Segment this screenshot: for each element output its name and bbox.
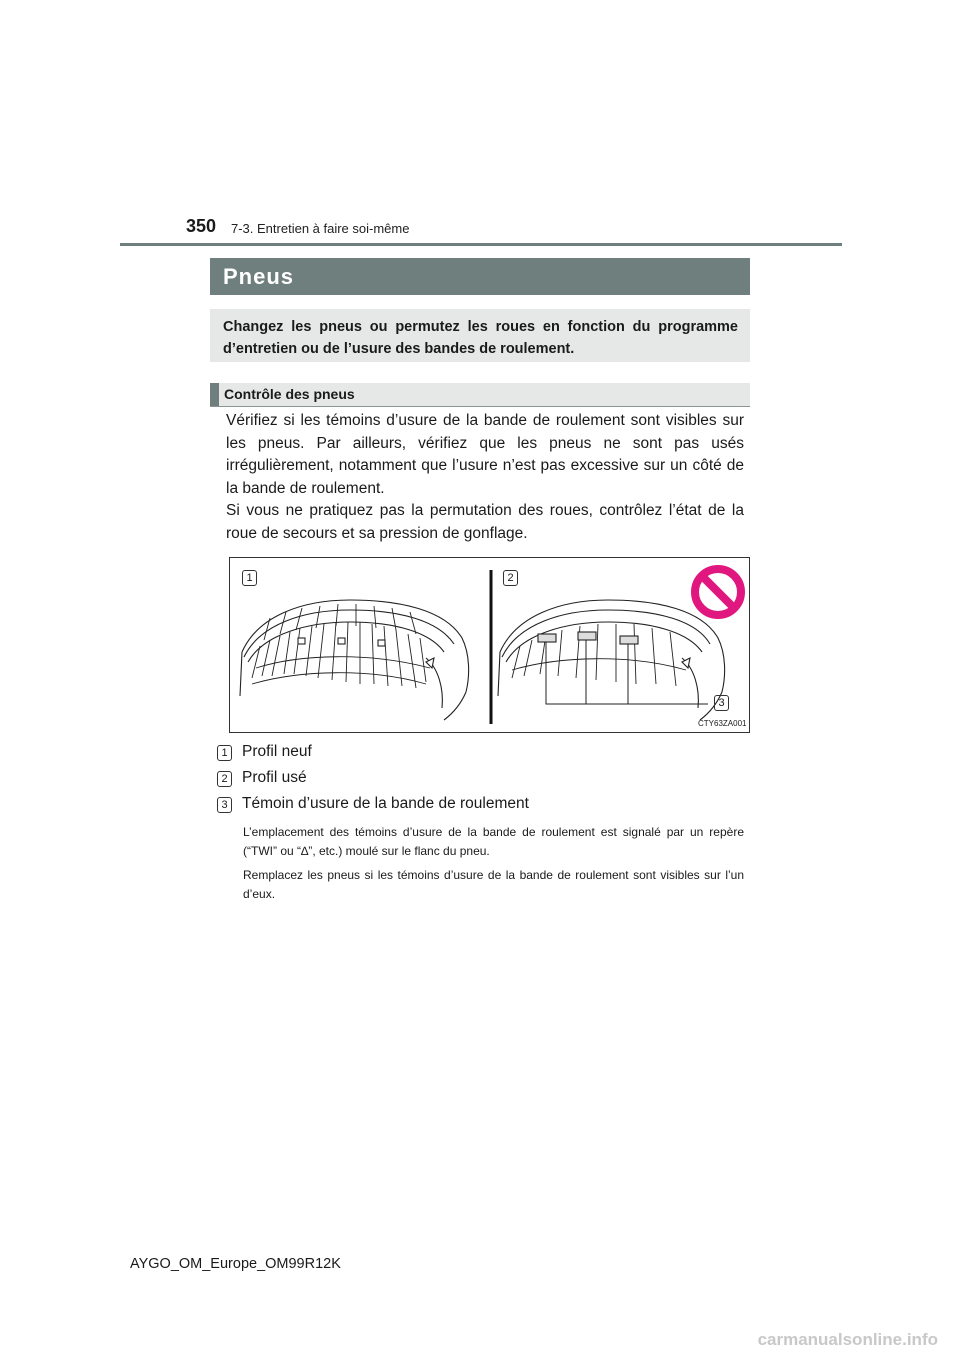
intro-box — [210, 309, 750, 362]
section-breadcrumb: 7-3. Entretien à faire soi-même — [231, 221, 410, 236]
paragraph: Vérifiez si les témoins d’usure de la bande de roulement sont visibles sur les pneus. Par ailleurs, vérifiez que les pneus ne sont pas usés irrégulièrement, notamment que l’usure n’est pas excessive sur un côté de la bande de roulement. — [226, 412, 744, 497]
new-tread-tire — [240, 600, 469, 720]
note-text: L’emplacement des témoins d’usure de la bande de roulement est signalé par un repère (“TWI” ou “∆”, etc.) moulé sur le flanc du pneu. — [243, 825, 744, 858]
subsection-accent — [210, 383, 219, 406]
worn-tread-tire — [498, 600, 725, 720]
legend-number: 2 — [217, 771, 232, 787]
legend-label: Témoin d’usure de la bande de roulement — [242, 795, 529, 812]
tire-illustration — [230, 558, 749, 732]
figure-callout-3: 3 — [714, 695, 729, 711]
watermark: carmanualsonline.info — [757, 1330, 938, 1349]
figure-callout-2: 2 — [503, 570, 518, 586]
paragraph: Si vous ne pratiquez pas la permutation des roues, contrôlez l’état de la roue de secours et sa pression de gonflage. — [226, 502, 744, 542]
tire-figure — [229, 557, 750, 733]
legend-label: Profil usé — [242, 769, 307, 786]
prohibited-icon — [695, 569, 741, 615]
page-title: Pneus — [210, 258, 750, 295]
legend-number: 3 — [217, 797, 232, 813]
legend-label: Profil neuf — [242, 743, 312, 760]
header-divider — [120, 243, 842, 246]
subsection-heading — [210, 383, 750, 407]
subsection-title: Contrôle des pneus — [224, 386, 355, 402]
legend-number: 1 — [217, 745, 232, 761]
figure-code: CTY63ZA001 — [698, 719, 747, 728]
note-text: Remplacez les pneus si les témoins d’usure de la bande de roulement sont visibles sur l’un d’eux. — [243, 868, 744, 901]
document-id: AYGO_OM_Europe_OM99R12K — [130, 1256, 341, 1272]
page-number: 350 — [186, 216, 217, 236]
intro-text: Changez les pneus ou permutez les roues en fonction du programme d’entretien ou de l’usure des bandes de roulement. — [223, 319, 738, 357]
figure-callout-1: 1 — [242, 570, 257, 586]
